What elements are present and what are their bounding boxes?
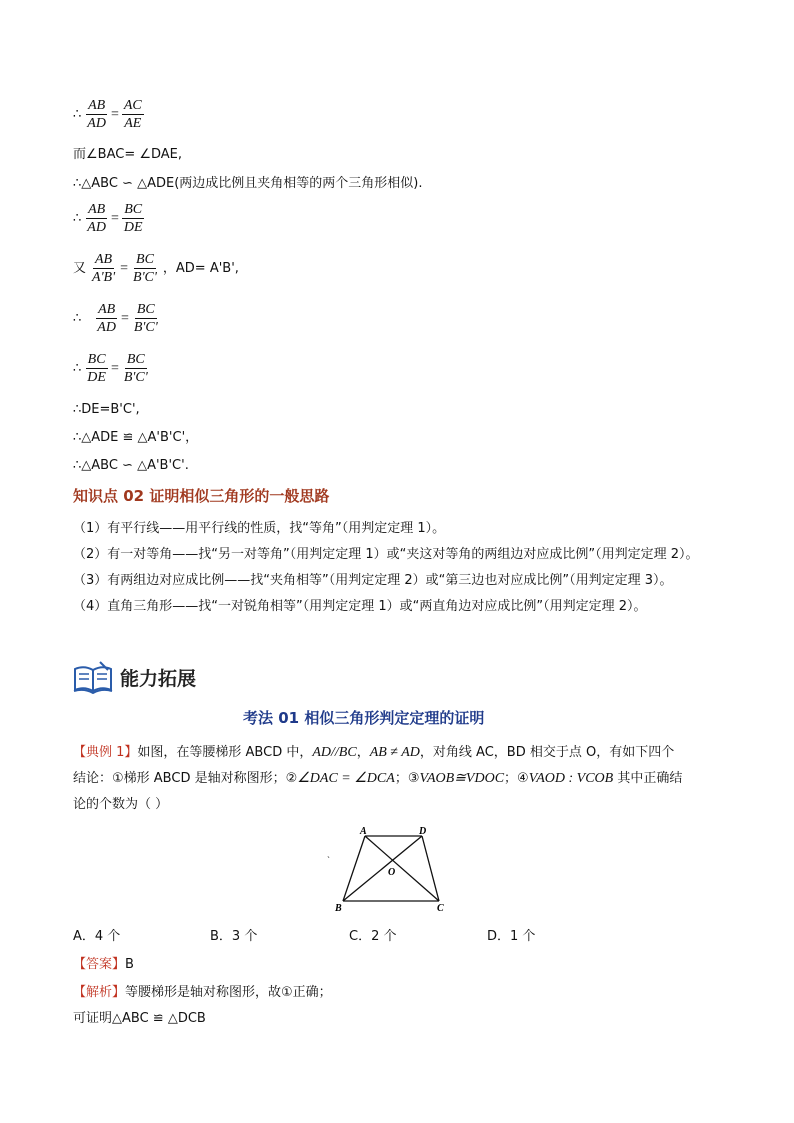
fraction: $\frac{BC}{B'C'}$ (133, 302, 158, 335)
fraction: $\frac{AC}{AE}$ (123, 98, 142, 131)
proof-line-5: 又 $\frac{AB}{A'B'}$ = $\frac{BC}{B'C'}$ ，AD= A'B', (73, 252, 239, 285)
list-item: （3）有两组边对应成比例——找“夹角相等”（用判定定理 2）或“第三边也对应成比例”（用判定定理 3）。 (73, 573, 673, 588)
label-A: A (360, 826, 367, 837)
answer: 【答案】B (73, 957, 134, 972)
list-item: （1）有平行线——用平行线的性质，找“等角”（用判定定理 1）。 (73, 521, 446, 536)
analysis-line-2: 可证明△ABC ≌ △DCB (73, 1011, 206, 1026)
trapezoid-figure (325, 825, 455, 917)
fraction: $\frac{BC}{DE}$ (87, 352, 106, 385)
proof-line-9: ∴△ADE ≌ △A'B'C'， (73, 430, 199, 445)
ability-title: 能力拓展 (120, 668, 197, 690)
section-body (73, 516, 723, 620)
proof-line-7: ∴ $\frac{BC}{DE}$ = $\frac{BC}{B'C'}$ (73, 352, 148, 385)
proof-line-10: ∴△ABC ∽ △A'B'C'. (73, 458, 189, 473)
fraction: $\frac{BC}{DE}$ (123, 202, 143, 235)
proof-line-6: ∴ $\frac{AB}{AD}$ = $\frac{BC}{B'C'}$ (73, 302, 158, 335)
example-line-3: 论的个数为（ ） (73, 797, 169, 812)
example-line-1: 【典例 1】如图，在等腰梯形 ABCD 中，AD//BC，AB ≠ AD，对角线 AC，BD 相交于点 O，有如下四个 (73, 745, 675, 760)
svg-text:`: ` (327, 855, 330, 865)
list-item: （4）直角三角形——找“一对锐角相等”（用判定定理 1）或“两直角边对应成比例”（用判定定理 2）。 (73, 599, 647, 614)
fraction: $\frac{AB}{AD}$ (87, 202, 106, 235)
analysis: 【解析】等腰梯形是轴对称图形，故①正确； (73, 985, 332, 1000)
label-O: O (388, 867, 396, 878)
book-icon (72, 660, 114, 694)
option-a: A．4 个 (73, 929, 121, 944)
label-C: C (437, 903, 444, 914)
proof-line-8: ∴DE=B'C', (73, 402, 140, 417)
option-b: B．3 个 (210, 929, 258, 944)
proof-line-2: 而∠BAC= ∠DAE, (73, 147, 183, 162)
proof-line-3: ∴△ABC ∽ △ADE(两边成比例且夹角相等的两个三角形相似). (73, 176, 423, 191)
proof-line-1: ∴ $\frac{AB}{AD}$ = $\frac{AC}{AE}$ (73, 98, 142, 131)
option-c: C．2 个 (349, 929, 397, 944)
example-line-2: 结论：①梯形 ABCD 是轴对称图形；②∠DAC = ∠DCA；③VAOB≅VDOC；④VAOD : VCOB 其中正确结 (73, 771, 683, 786)
fraction: $\frac{BC}{B'C'}$ (123, 352, 148, 385)
section-title: 知识点 02 证明相似三角形的一般思路 (73, 487, 330, 505)
option-d: D．1 个 (487, 929, 536, 944)
example-text (73, 740, 723, 818)
proof-line-4: ∴ $\frac{AB}{AD}$ = $\frac{BC}{DE}$ (73, 202, 143, 235)
fraction: $\frac{BC}{B'C'}$ (133, 252, 157, 285)
fraction: $\frac{AB}{A'B'}$ (92, 252, 116, 285)
list-item: （2）有一对等角——找“另一对等角”（用判定定理 1）或“夹这对等角的两组边对应成比例”（用判定定理 2）。 (73, 547, 699, 562)
fraction: $\frac{AB}{AD}$ (97, 302, 116, 335)
fraction: $\frac{AB}{AD}$ (87, 98, 106, 131)
kaofa-title: 考法 01 相似三角形判定定理的证明 (243, 709, 485, 727)
label-D: D (419, 826, 427, 837)
label-B: B (335, 903, 342, 914)
